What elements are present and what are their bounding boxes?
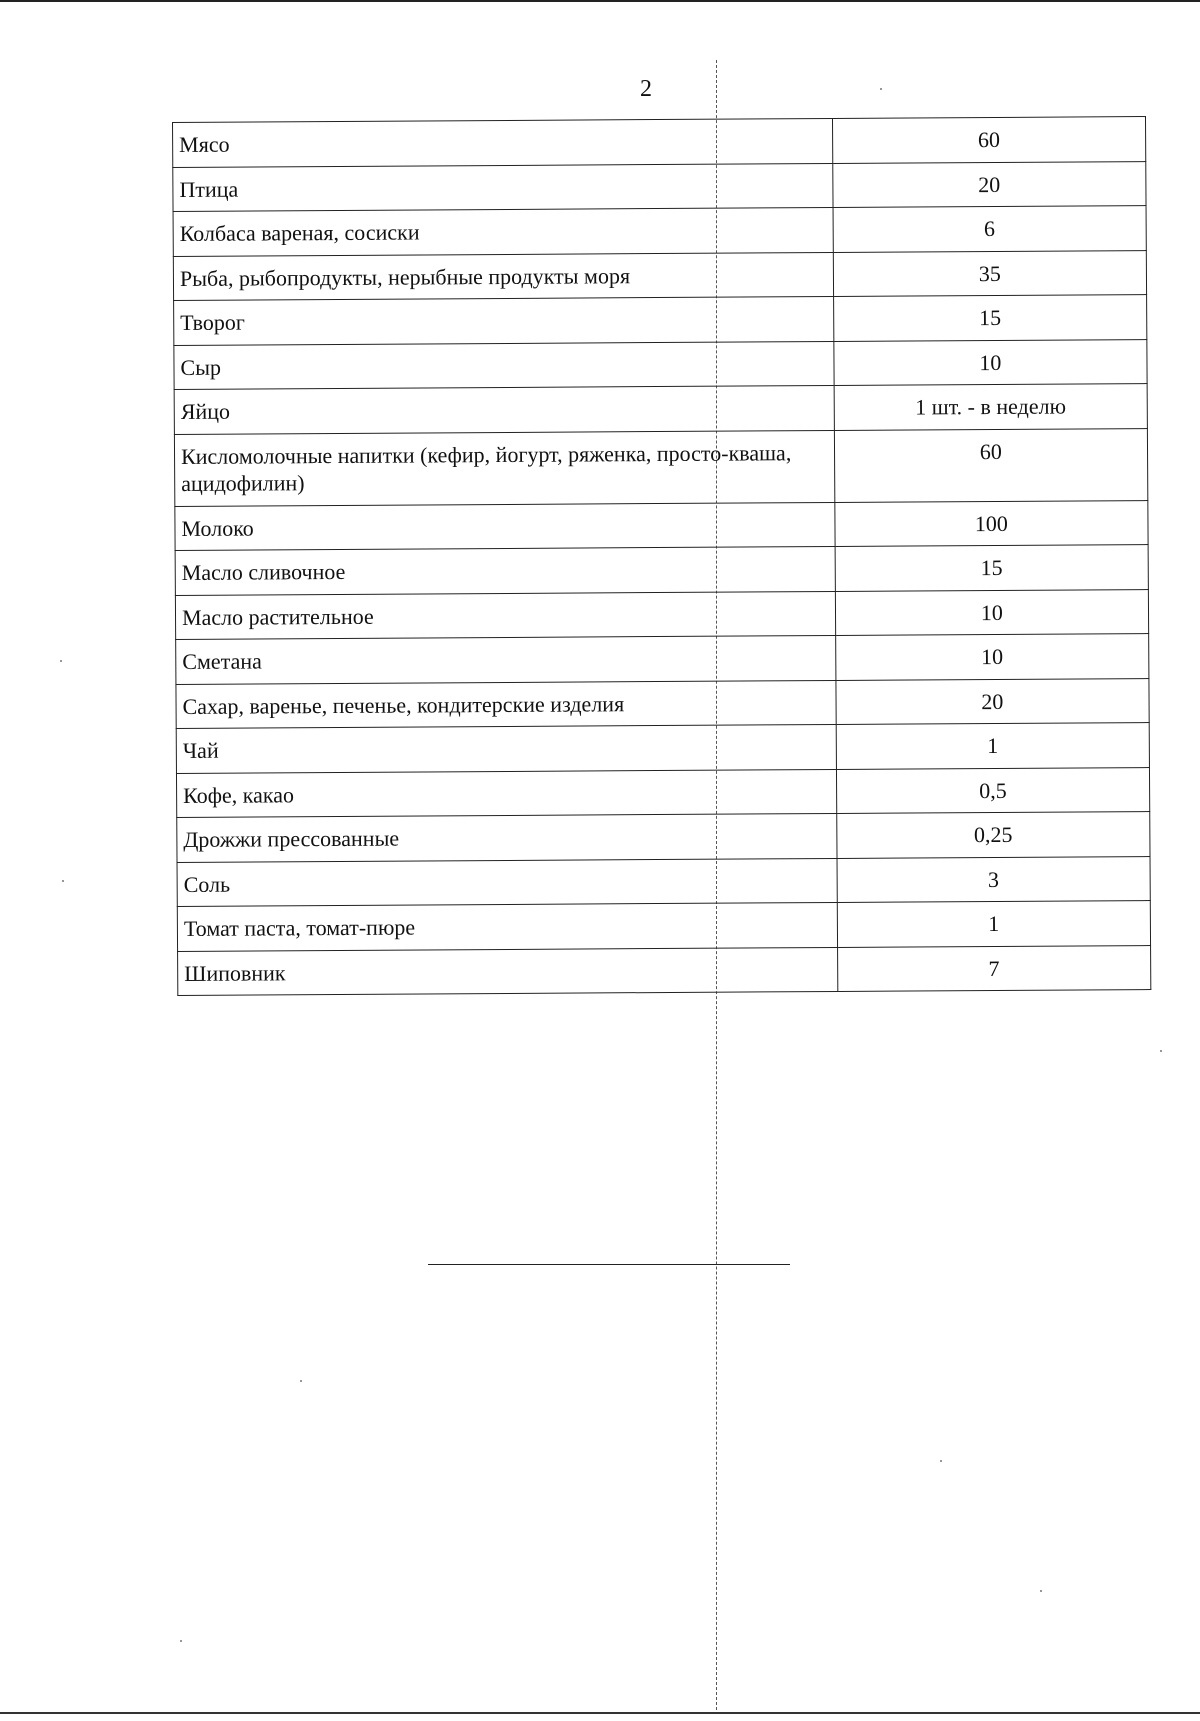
product-quantity: 100	[835, 500, 1149, 546]
scan-speck	[880, 88, 882, 90]
product-name: Соль	[177, 858, 837, 907]
product-quantity: 60	[832, 117, 1146, 163]
scan-speck	[62, 880, 64, 882]
product-name: Молоко	[175, 502, 835, 551]
table-row	[176, 678, 1149, 728]
product-name: Колбаса вареная, сосиски	[173, 207, 833, 256]
product-name: Птица	[173, 163, 833, 212]
table-row	[173, 161, 1146, 211]
food-norms-table	[172, 116, 1151, 996]
table-row	[173, 117, 1146, 167]
scan-speck	[60, 660, 62, 662]
table-row	[177, 856, 1150, 906]
product-quantity: 20	[832, 161, 1146, 207]
product-quantity: 10	[835, 634, 1149, 680]
scan-speck	[180, 1640, 182, 1642]
bottom-edge-rule	[0, 1712, 1200, 1714]
product-quantity: 0,25	[836, 812, 1150, 858]
scan-speck	[1160, 1050, 1162, 1052]
product-name: Рыба, рыбопродукты, нерыбные продукты моря	[173, 252, 833, 301]
product-name: Чай	[176, 724, 836, 773]
product-name: Сахар, варенье, печенье, кондитерские изделия	[176, 680, 836, 729]
product-quantity: 15	[833, 295, 1147, 341]
product-quantity: 1	[836, 723, 1150, 769]
table-row	[175, 500, 1148, 550]
product-quantity: 3	[837, 856, 1151, 902]
product-quantity: 7	[837, 945, 1151, 991]
product-name: Творог	[174, 296, 834, 345]
table-row	[174, 428, 1147, 506]
page-number: 2	[640, 76, 652, 102]
table-row	[177, 901, 1150, 951]
product-name: Томат паста, томат-пюре	[177, 902, 837, 951]
product-quantity: 10	[835, 589, 1149, 635]
product-name: Мясо	[173, 118, 833, 167]
product-name: Яйцо	[174, 385, 834, 434]
table-row	[174, 384, 1147, 434]
product-quantity: 1	[837, 901, 1151, 947]
table-row	[173, 206, 1146, 256]
top-edge-rule	[0, 0, 1200, 2]
product-name: Кисломолочные напитки (кефир, йогурт, ряженка, просто-кваша, ацидофилин)	[174, 430, 834, 506]
scan-speck	[940, 1460, 942, 1462]
product-quantity: 10	[834, 339, 1148, 385]
table-row	[177, 812, 1150, 862]
signature-line	[428, 1264, 790, 1265]
product-quantity: 6	[833, 206, 1147, 252]
scan-speck	[1040, 1590, 1042, 1592]
product-quantity: 60	[834, 428, 1148, 502]
table-row	[175, 545, 1148, 595]
table-row	[178, 945, 1151, 995]
product-quantity: 35	[833, 250, 1147, 296]
table-row	[176, 723, 1149, 773]
product-name: Шиповник	[178, 947, 838, 996]
table-row	[176, 634, 1149, 684]
table-row	[173, 250, 1146, 300]
product-name: Сметана	[176, 635, 836, 684]
product-quantity: 1 шт. - в неделю	[834, 384, 1148, 430]
scan-speck	[300, 1380, 302, 1382]
table-row	[174, 339, 1147, 389]
table-row	[174, 295, 1147, 345]
product-name: Масло сливочное	[175, 546, 835, 595]
product-name: Масло растительное	[175, 591, 835, 640]
table-row	[176, 767, 1149, 817]
product-name: Дрожжи прессованные	[177, 813, 837, 862]
product-quantity: 20	[836, 678, 1150, 724]
table-row	[175, 589, 1148, 639]
product-quantity: 15	[835, 545, 1149, 591]
product-quantity: 0,5	[836, 767, 1150, 813]
product-name: Сыр	[174, 341, 834, 390]
product-name: Кофе, какао	[176, 769, 836, 818]
